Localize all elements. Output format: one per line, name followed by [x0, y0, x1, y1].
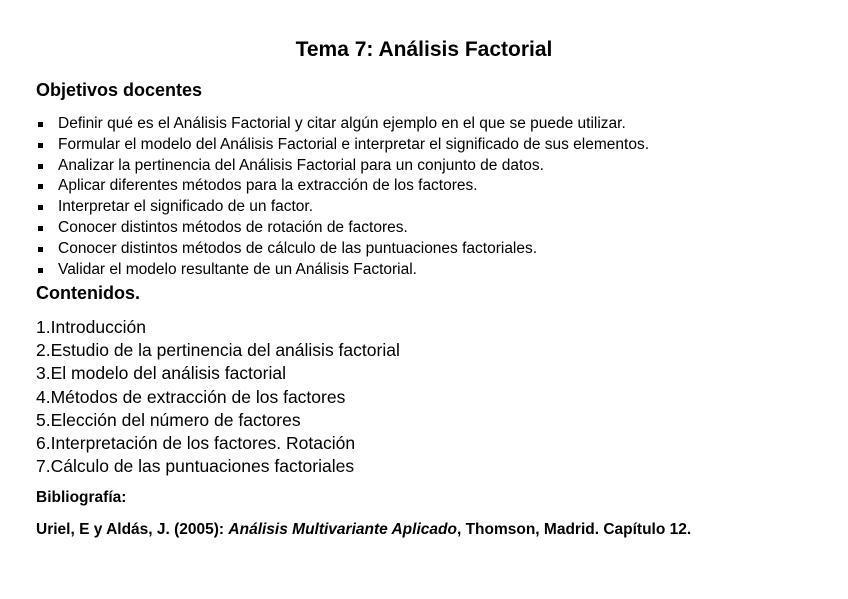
list-item: 7.Cálculo de las puntuaciones factoriales: [36, 456, 355, 477]
list-item: 3.El modelo del análisis factorial: [36, 363, 286, 384]
square-bullet-icon: [38, 122, 43, 127]
square-bullet-icon: [38, 164, 43, 169]
reference-publisher: , Thomson, Madrid. Capítulo 12.: [456, 521, 692, 538]
list-item: [36, 156, 649, 177]
contents-heading: Contenidos.: [36, 283, 140, 303]
list-item: [36, 176, 649, 197]
square-bullet-icon: [38, 268, 43, 273]
list-item: 4.Métodos de extracción de los factores: [36, 386, 346, 407]
reference-authors: Uriel, E y Aldás, J. (2005):: [36, 521, 229, 538]
reference-book-title: Análisis Multivariante Aplicado: [228, 521, 457, 538]
contents-list: [36, 316, 400, 478]
bibliography-reference: [36, 520, 691, 540]
objective-text: Validar el modelo resultante de un Análisis Factorial.: [58, 260, 417, 278]
objectives-heading: Objetivos docentes: [36, 80, 203, 100]
list-item: [36, 260, 649, 281]
objective-text: Conocer distintos métodos de rotación de factores.: [58, 218, 408, 236]
objectives-list: [36, 114, 649, 280]
objective-text: Formular el modelo del Análisis Factorial e interpretar el significado de sus elementos.: [58, 135, 650, 153]
list-item: [36, 135, 649, 156]
square-bullet-icon: [38, 247, 43, 252]
square-bullet-icon: [38, 143, 43, 148]
objective-text: Conocer distintos métodos de cálculo de las puntuaciones factoriales.: [58, 239, 538, 257]
objective-text: Aplicar diferentes métodos para la extracción de los factores.: [58, 177, 478, 195]
list-item: 6.Interpretación de los factores. Rotación: [36, 433, 356, 454]
objective-text: Analizar la pertinencia del Análisis Factorial para un conjunto de datos.: [58, 156, 544, 174]
objective-text: Interpretar el significado de un factor.: [58, 198, 314, 216]
list-item: [36, 239, 649, 260]
square-bullet-icon: [38, 184, 43, 189]
page-title: Tema 7: Análisis Factorial: [295, 38, 553, 61]
square-bullet-icon: [38, 205, 43, 210]
list-item: 1.Introducción: [36, 317, 146, 337]
objective-text: Definir qué es el Análisis Factorial y citar algún ejemplo en el que se puede utilizar.: [58, 115, 626, 132]
list-item: 5.Elección del número de factores: [36, 409, 301, 430]
list-item: [36, 218, 649, 239]
list-item: [36, 197, 649, 218]
list-item: [36, 114, 649, 135]
list-item: 2.Estudio de la pertinencia del análisis factorial: [36, 340, 400, 361]
bibliography-heading: Bibliografía:: [36, 489, 127, 506]
square-bullet-icon: [38, 226, 43, 231]
